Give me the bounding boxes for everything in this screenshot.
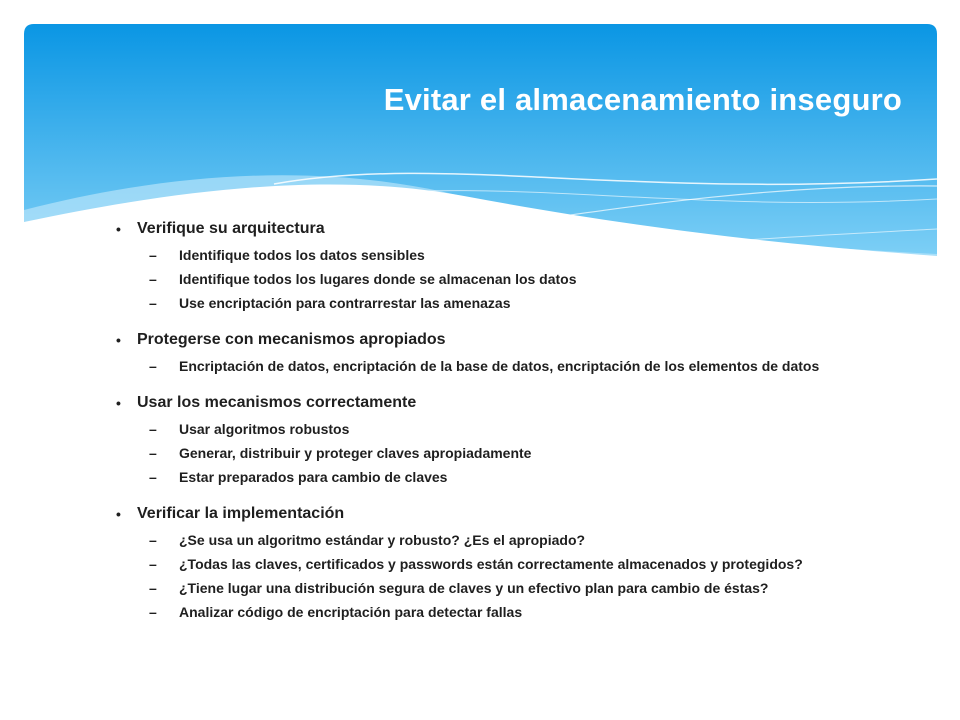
section-protect-mechanisms <box>116 329 856 375</box>
dash-icon: – <box>149 556 157 572</box>
bullet-heading: Verifique su arquitectura <box>137 220 325 237</box>
sub-item <box>116 270 856 288</box>
sub-item-text: Use encriptación para contrarrestar las amenazas <box>179 295 511 311</box>
sub-item-text: Usar algoritmos robustos <box>179 421 350 437</box>
bullet-dot-icon: • <box>116 332 121 348</box>
dash-icon: – <box>149 271 157 287</box>
section-verify-architecture <box>116 218 856 312</box>
sub-item-text: Analizar código de encriptación para detectar fallas <box>179 604 523 620</box>
bullet-item <box>116 503 856 525</box>
sub-item-text: ¿Tiene lugar una distribución segura de claves y un efectivo plan para cambio de éstas? <box>179 580 769 596</box>
sub-item-text: Generar, distribuir y proteger claves apropiadamente <box>179 445 532 461</box>
sub-item-text: Identifique todos los lugares donde se almacenan los datos <box>179 271 577 287</box>
sub-item <box>116 420 856 438</box>
sub-item-text: ¿Todas las claves, certificados y passwords están correctamente almacenados y protegidos? <box>179 556 803 572</box>
slide-title: Evitar el almacenamiento inseguro <box>383 82 902 117</box>
bullet-list <box>116 218 856 638</box>
sub-item-text: Identifique todos los datos sensibles <box>179 247 425 263</box>
sub-item <box>116 357 856 375</box>
bullet-dot-icon: • <box>116 506 121 522</box>
sub-item-text: Estar preparados para cambio de claves <box>179 469 448 485</box>
dash-icon: – <box>149 580 157 596</box>
bullet-dot-icon: • <box>116 221 121 237</box>
dash-icon: – <box>149 445 157 461</box>
bullet-heading: Usar los mecanismos correctamente <box>137 394 417 411</box>
bullet-dot-icon: • <box>116 395 121 411</box>
sub-item-text: ¿Se usa un algoritmo estándar y robusto? ¿Es el apropiado? <box>179 532 586 548</box>
sub-item <box>116 246 856 264</box>
section-use-mechanisms <box>116 392 856 486</box>
sub-item <box>116 603 856 621</box>
dash-icon: – <box>149 532 157 548</box>
sub-item <box>116 555 856 573</box>
dash-icon: – <box>149 604 157 620</box>
dash-icon: – <box>149 295 157 311</box>
dash-icon: – <box>149 469 157 485</box>
section-verify-implementation <box>116 503 856 621</box>
sub-item <box>116 468 856 486</box>
bullet-item <box>116 392 856 414</box>
bullet-item <box>116 329 856 351</box>
dash-icon: – <box>149 421 157 437</box>
sub-item <box>116 579 856 597</box>
bullet-heading: Protegerse con mecanismos apropiados <box>137 331 446 348</box>
sub-item <box>116 294 856 312</box>
sub-item <box>116 531 856 549</box>
sub-item <box>116 444 856 462</box>
sub-item-text: Encriptación de datos, encriptación de la base de datos, encriptación de los elementos de datos <box>179 358 820 374</box>
bullet-item <box>116 218 856 240</box>
bullet-heading: Verificar la implementación <box>137 505 345 522</box>
dash-icon: – <box>149 358 157 374</box>
dash-icon: – <box>149 247 157 263</box>
